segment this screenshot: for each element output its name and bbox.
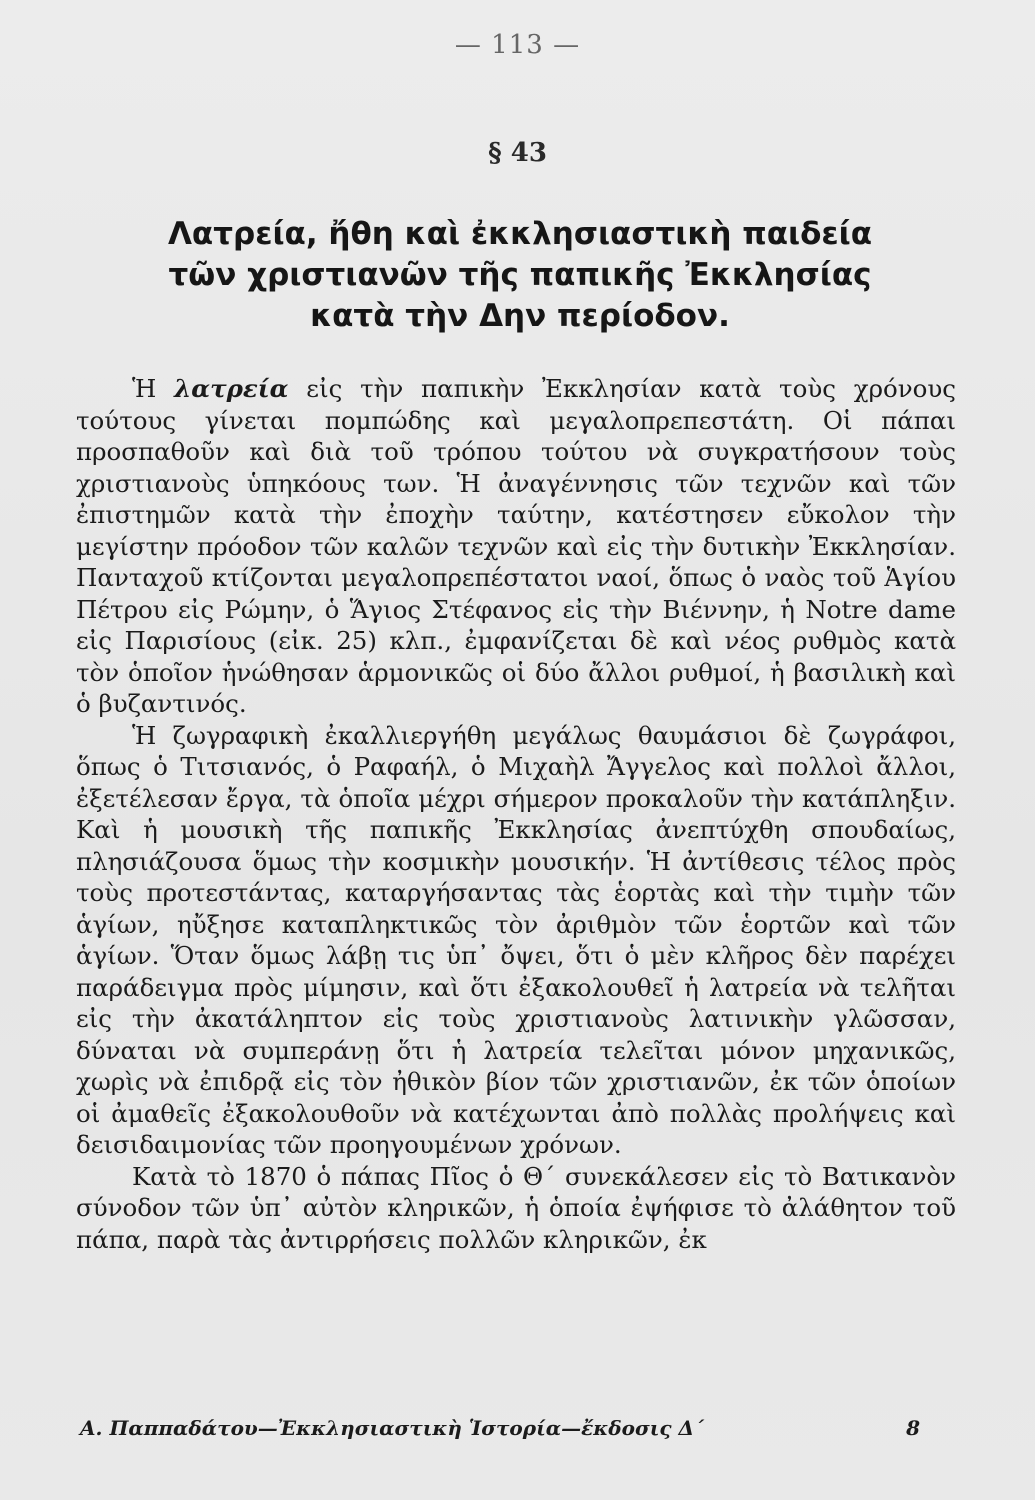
- lead-term: λατρεία: [174, 374, 289, 403]
- heading-line-2: τῶν χριστιανῶν τῆς παπικῆς Ἐκκλησίας: [168, 257, 872, 293]
- heading-line-3: κατὰ τὴν Δην περίοδον.: [310, 298, 730, 334]
- paragraph-1: [76, 373, 956, 720]
- page-number: — 113 —: [454, 30, 581, 60]
- paragraph-2: Ἡ ζωγραφικὴ ἐκαλλιεργήθη μεγάλως θαυμάσιοι δὲ ζωγράφοι, ὅπως ὁ Τιτσιανός, ὁ Ραφαήλ, ὁ Μιχαὴλ Ἄγγελος καὶ πολλοὶ ἄλλοι, ἐξετέλεσαν ἔργα, τὰ ὁποῖα μέχρι σήμερον προκαλοῦν τὴν κατάπληξιν. Καὶ ἡ μουσικὴ τῆς παπικῆς Ἐκκλησίας ἀνεπτύχθη σπουδαίως, πλησιάζουσα ὅμως τὴν κοσμικὴν μουσικήν. Ἡ ἀντίθεσις τέλος πρὸς τοὺς προτεστάντας, καταργήσαντας τὰς ἑορτὰς καὶ τὴν τιμὴν τῶν ἁγίων, ηὔξησε καταπληκτικῶς τὸν ἀριθμὸν τῶν ἑορτῶν καὶ τῶν ἁγίων. Ὅταν ὅμως λάβῃ τις ὑπ᾽ ὄψει, ὅτι ὁ μὲν κλῆρος δὲν παρέχει παράδειγμα πρὸς μίμησιν, καὶ ὅτι ἐξακολουθεῖ ἡ λατρεία νὰ τελῆται εἰς τὴν ἀκατάληπτον εἰς τοὺς χριστιανοὺς λατινικὴν γλῶσσαν, δύναται νὰ συμπεράνῃ ὅτι ἡ λατρεία τελεῖται μόνον μηχανικῶς, χωρὶς νὰ ἐπιδρᾷ εἰς τὸν ἠθικὸν βίον τῶν χριστιανῶν, ἐκ τῶν ὁποίων οἱ ἀμαθεῖς ἐξακολουθοῦν νὰ κατέχωνται ἀπὸ πολλὰς προλήψεις καὶ δεισιδαιμονίας τῶν προηγουμένων χρόνων.: [76, 720, 956, 1159]
- footer-signature-mark: 8: [906, 1416, 920, 1440]
- paragraph-3: Κατὰ τὸ 1870 ὁ πάπας Πῖος ὁ Θ´ συνεκάλεσεν εἰς τὸ Βατικανὸν σύνοδον τῶν ὑπ᾽ αὐτὸν κληρικῶν, ἡ ὁποία ἐψήφισε τὸ ἀλάθητον τοῦ πάπα, παρὰ τὰς ἀντιρρήσεις πολλῶν κληρικῶν, ἐκ: [76, 1161, 956, 1254]
- chapter-heading: [120, 214, 920, 337]
- body-text: [76, 373, 956, 1255]
- footer-citation: Α. Παππαδάτου—Ἐκκλησιαστικὴ Ἱστορία—ἔκδοσις Δ´: [80, 1416, 705, 1440]
- page-footer: [80, 1416, 920, 1440]
- paragraph-1-text: εἰς τὴν παπικὴν Ἐκκλησίαν κατὰ τοὺς χρόνους τούτους γίνεται πομπώδης καὶ μεγαλοπρεπεστάτη. Οἱ πάπαι προσπαθοῦν καὶ διὰ τοῦ τρόπου τούτου νὰ συγκρατήσουν τοὺς χριστιανοὺς ὑπηκόους των. Ἡ ἀναγέννησις τῶν τεχνῶν καὶ τῶν ἐπιστημῶν κατὰ τὴν ἐποχὴν ταύτην, κατέστησεν εὔκολον τὴν μεγίστην πρόοδον τῶν καλῶν τεχνῶν καὶ εἰς τὴν δυτικὴν Ἐκκλησίαν. Πανταχοῦ κτίζονται μεγαλοπρεπέστατοι ναοί, ὅπως ὁ ναὸς τοῦ Ἁγίου Πέτρου εἰς Ρώμην, ὁ Ἅγιος Στέφανος εἰς τὴν Βιέννην, ἡ Notre dame εἰς Παρισίους (εἰκ. 25) κλπ., ἐμφανίζεται δὲ καὶ νέος ρυθμὸς κατὰ τὸν ὁποῖον ἡνώθησαν ἁρμονικῶς οἱ δύο ἄλλοι ρυθμοί, ἡ βασιλικὴ καὶ ὁ βυζαντινός.: [76, 374, 956, 718]
- section-number: § 43: [488, 138, 547, 168]
- paragraph-1-prefix: Ἡ: [132, 374, 175, 403]
- heading-line-1: Λατρεία, ἤθη καὶ ἐκκλησιαστικὴ παιδεία: [167, 216, 873, 252]
